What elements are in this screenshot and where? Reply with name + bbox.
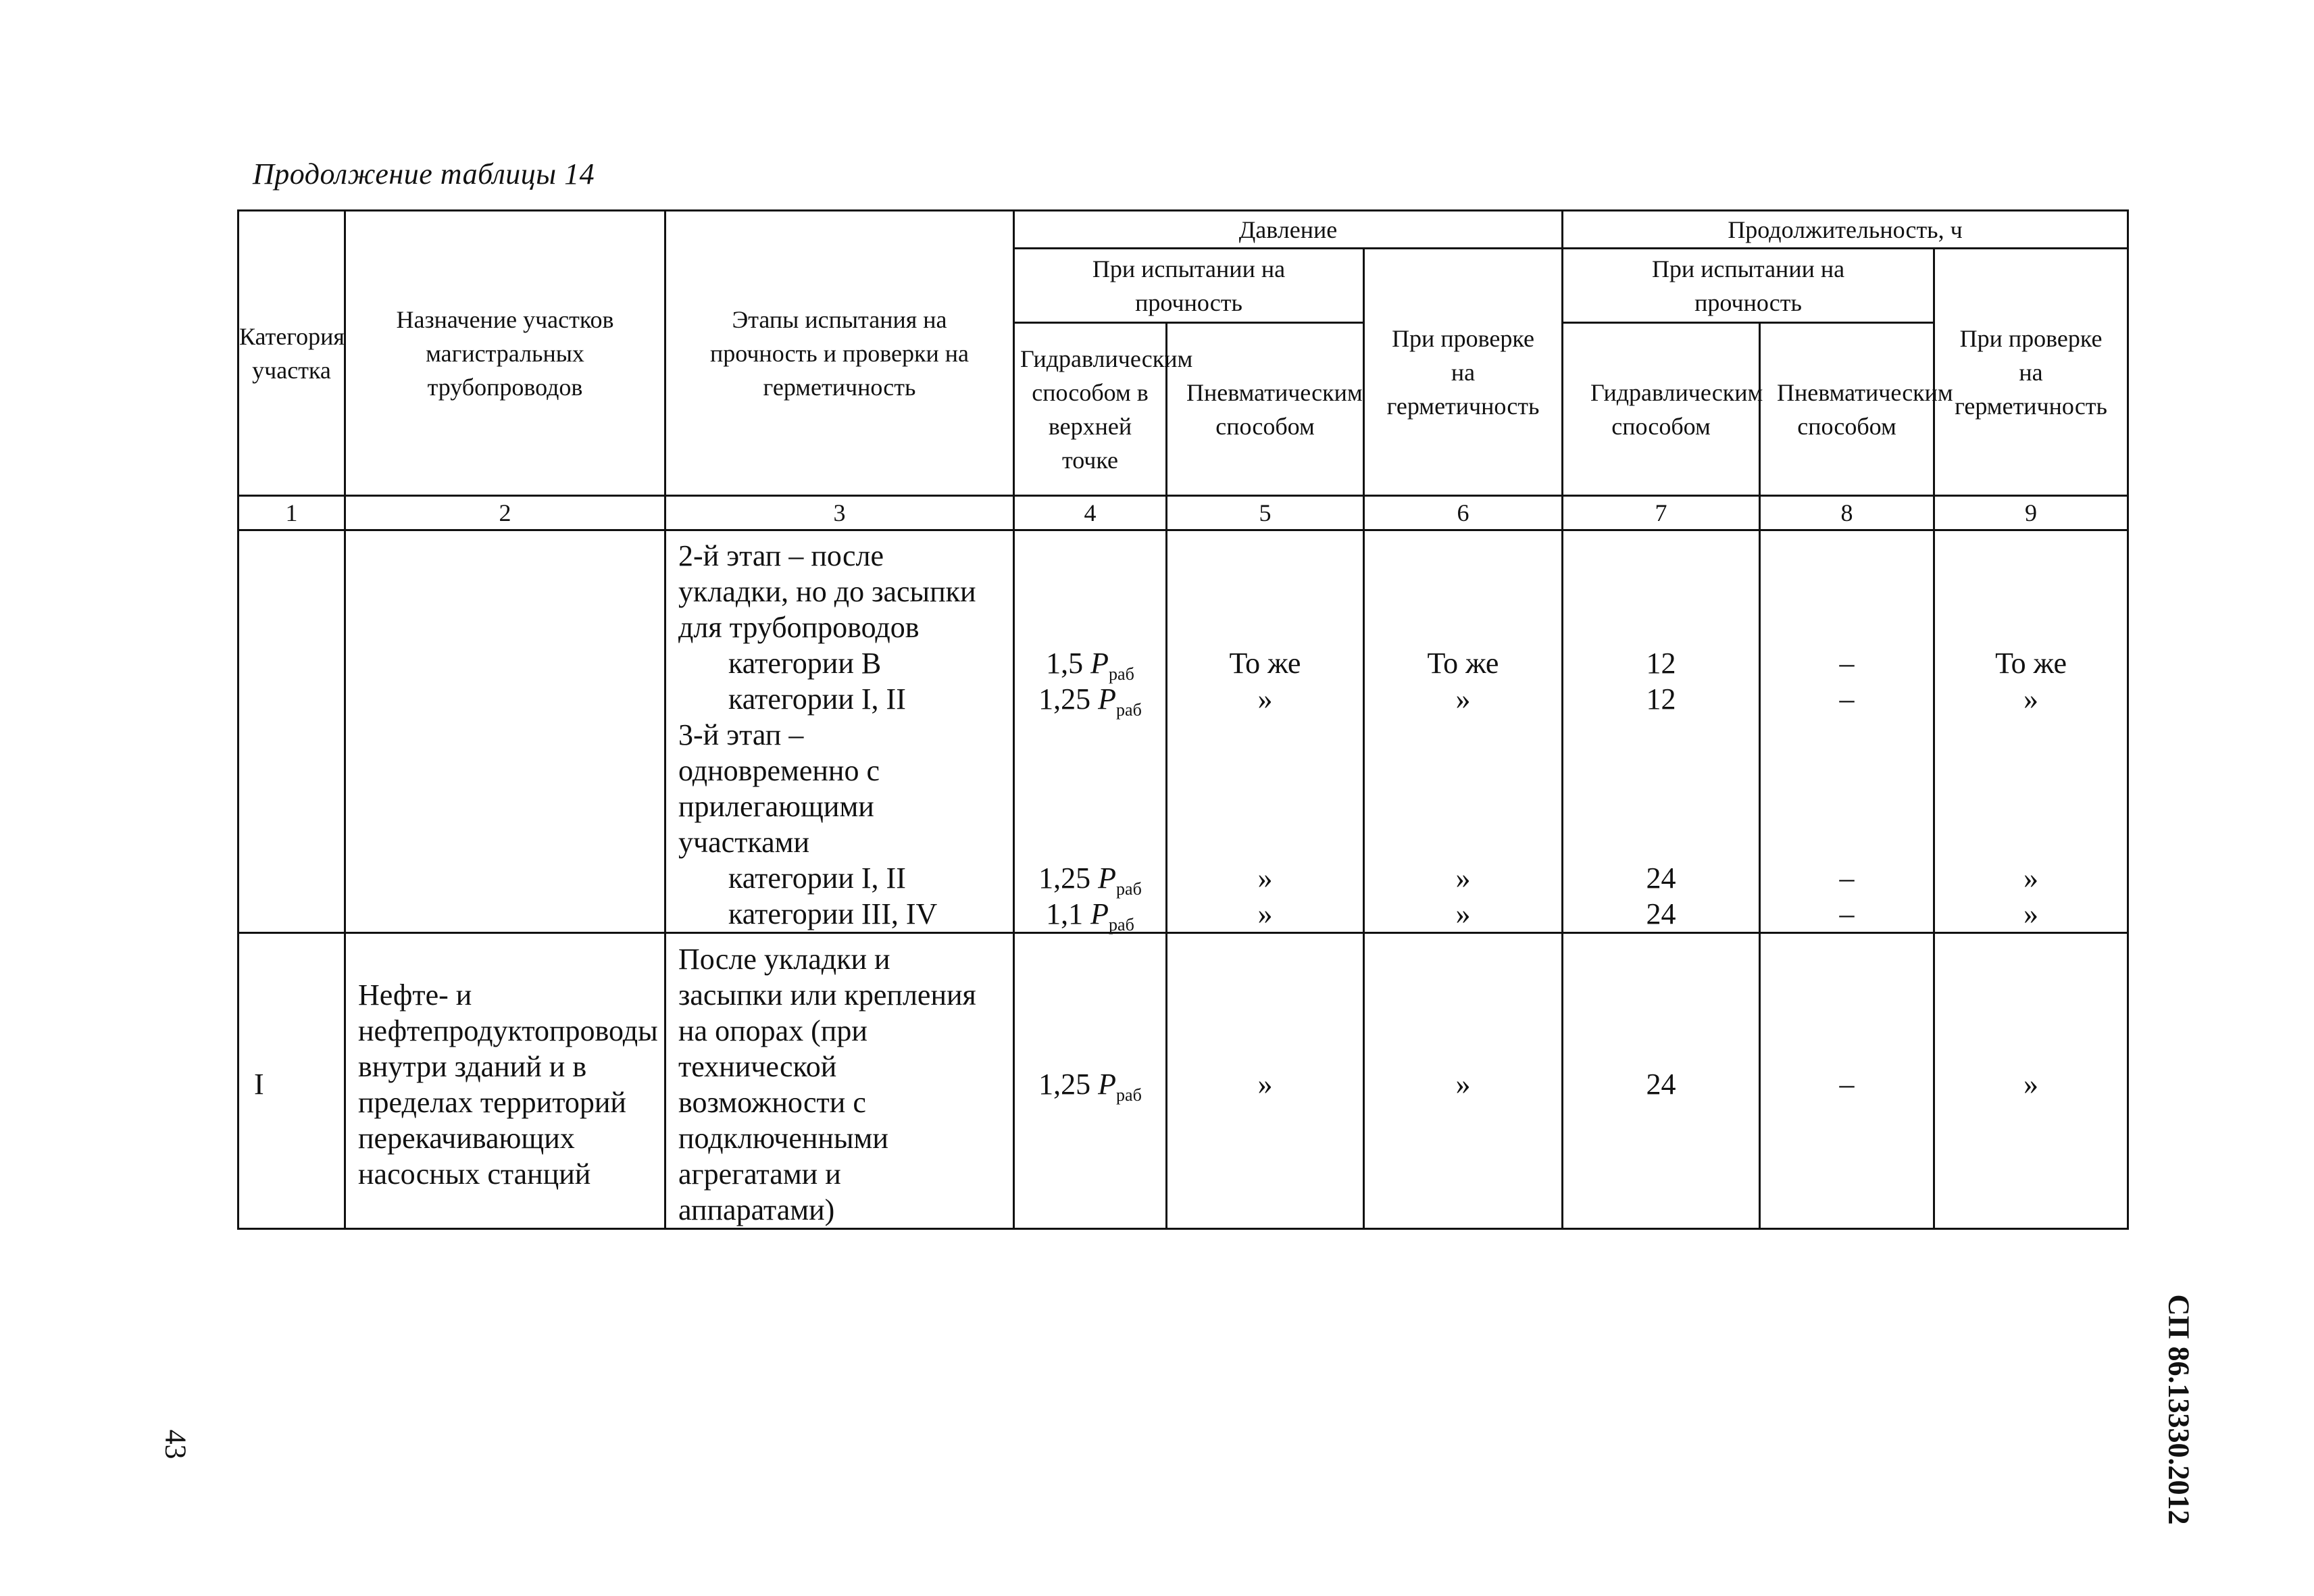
table-row — [238, 933, 2128, 1229]
stage-line: категории В — [728, 647, 882, 680]
col-number: 8 — [1760, 496, 1934, 530]
stage-line: прилегающими — [678, 790, 874, 823]
tightness-pressure-cell — [1364, 530, 1563, 933]
header-hydro-duration: Гидравлическим способом — [1563, 323, 1760, 496]
cell-value: То же — [1995, 647, 2067, 680]
col-number: 9 — [1934, 496, 2128, 530]
stage-line: для трубопроводов — [678, 611, 920, 644]
cell-value: » — [1257, 682, 1273, 716]
cell-value: 24 — [1646, 862, 1676, 895]
pressure-value: 1,25 $P_{раб}$ — [1038, 862, 1142, 899]
pressure-value: 1,5 $P_{раб}$ — [1046, 647, 1134, 684]
header-pressure: Давление — [1014, 211, 1563, 249]
header-duration: Продолжительность, ч — [1563, 211, 2128, 249]
header-pneumo-pressure: Пневматическим способом — [1167, 323, 1364, 496]
tightness-pressure-cell: » — [1364, 933, 1563, 1229]
header-strength-duration: При испытании на прочность — [1563, 249, 1934, 323]
cell-value: – — [1839, 647, 1855, 680]
cell-value: » — [1455, 897, 1471, 930]
cell-value: – — [1839, 897, 1855, 930]
tightness-duration-cell: » — [1934, 933, 2128, 1229]
cell-value: » — [1257, 862, 1273, 895]
cell-value: – — [1839, 682, 1855, 716]
cell-value: » — [2023, 862, 2039, 895]
col-number: 3 — [665, 496, 1014, 530]
cell-value: То же — [1229, 647, 1301, 680]
pneumo-duration-cell: – — [1760, 933, 1934, 1229]
stage-line: категории I, II — [728, 682, 906, 716]
pressure-cell — [1014, 530, 1167, 933]
cell-value: 12 — [1646, 682, 1676, 716]
col-number: 5 — [1167, 496, 1364, 530]
col-number: 2 — [345, 496, 665, 530]
cell-value: – — [1839, 862, 1855, 895]
pressure-cell — [1014, 933, 1167, 1229]
cell-value: » — [1455, 682, 1471, 716]
stage-line: участками — [678, 826, 810, 859]
pressure-value: 1,25 $P_{раб}$ — [1038, 1068, 1142, 1105]
cell-value: » — [1455, 862, 1471, 895]
header-tightness-duration: При проверке на герметичность — [1934, 249, 2128, 496]
header-pneumo-duration: Пневматическим способом — [1760, 323, 1934, 496]
pipeline-test-table — [237, 209, 2129, 1230]
stage-line: категории III, IV — [728, 897, 938, 930]
hydro-duration-cell: 24 — [1563, 933, 1760, 1229]
col-number: 1 — [238, 496, 345, 530]
col-number: 4 — [1014, 496, 1167, 530]
tightness-duration-cell — [1934, 530, 2128, 933]
header-purpose: Назначение участков магистральных трубопроводов — [345, 211, 665, 496]
header-hydro-top: Гидравлическим способом в верхней точке — [1014, 323, 1167, 496]
pressure-value: 1,25 $P_{раб}$ — [1038, 682, 1142, 720]
table-row — [238, 530, 2128, 933]
category-cell: I — [238, 933, 345, 1229]
header-stages: Этапы испытания на прочность и проверки на герметичность — [665, 211, 1014, 496]
stage-cell: После укладки и засыпки или крепления на опорах (при технической возможности с подключенными агрегатами и аппаратами) — [665, 933, 1014, 1229]
stage-line: 2-й этап – после — [678, 539, 884, 572]
pneumo-pressure-cell: » — [1167, 933, 1364, 1229]
pneumo-duration-cell — [1760, 530, 1934, 933]
table-caption: Продолжение таблицы 14 — [253, 157, 595, 191]
col-number: 7 — [1563, 496, 1760, 530]
category-cell-empty — [238, 530, 345, 933]
pressure-value: 1,1 $P_{раб}$ — [1046, 897, 1134, 934]
col-number: 6 — [1364, 496, 1563, 530]
purpose-cell-empty — [345, 530, 665, 933]
page-number: 43 — [159, 1429, 193, 1460]
cell-value: То же — [1427, 647, 1499, 680]
pneumo-pressure-cell — [1167, 530, 1364, 933]
stage-line: одновременно с — [678, 754, 880, 787]
cell-value: » — [2023, 682, 2039, 716]
stages-cell — [665, 530, 1014, 933]
header-strength-pressure: При испытании на прочность — [1014, 249, 1364, 323]
cell-value: 12 — [1646, 647, 1676, 680]
cell-value: » — [2023, 897, 2039, 930]
purpose-cell: Нефте- и нефтепродуктопроводы внутри зданий и в пределах территорий перекачивающих насосных станций — [345, 933, 665, 1229]
hydro-duration-cell — [1563, 530, 1760, 933]
stage-line: 3-й этап – — [678, 718, 804, 751]
header-category: Категория участка — [238, 211, 345, 496]
stage-line: укладки, но до засыпки — [678, 575, 976, 608]
document-code: СП 86.13330.2012 — [2162, 1294, 2196, 1525]
cell-value: 24 — [1646, 897, 1676, 930]
cell-value: » — [1257, 897, 1273, 930]
header-tightness-pressure: При проверке на герметичность — [1364, 249, 1563, 496]
stage-line: категории I, II — [728, 862, 906, 895]
